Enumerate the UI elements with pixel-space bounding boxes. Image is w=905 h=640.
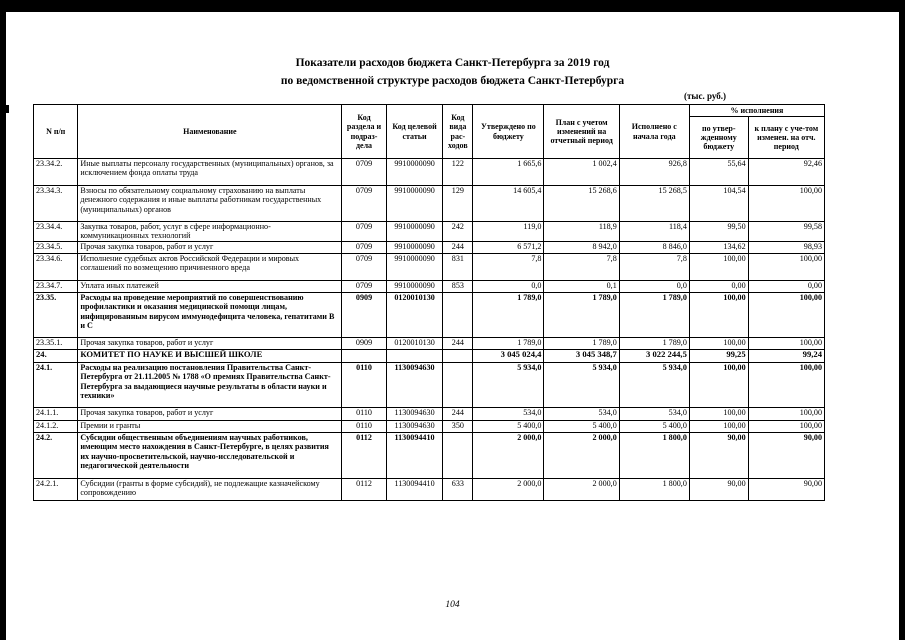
row-name: Прочая закупка товаров, работ и услуг — [78, 241, 342, 253]
row-executed: 5 400,0 — [619, 420, 689, 432]
row-type-code — [443, 432, 473, 478]
table-row — [34, 349, 825, 362]
row-number: 24. — [34, 349, 78, 362]
table-row — [34, 292, 825, 337]
row-plan: 7,8 — [544, 253, 619, 280]
row-pct-approved: 134,62 — [689, 241, 748, 253]
header-approved: Утверждено по бюджету — [473, 105, 544, 159]
row-executed: 7,8 — [619, 253, 689, 280]
row-executed: 0,0 — [619, 280, 689, 292]
row-pct-plan: 99,58 — [748, 222, 824, 242]
row-pct-approved: 100,00 — [689, 420, 748, 432]
budget-table — [33, 104, 825, 501]
row-pct-approved: 55,64 — [689, 159, 748, 186]
row-type-code: 122 — [443, 159, 473, 186]
row-executed: 15 268,5 — [619, 186, 689, 222]
table-row — [34, 362, 825, 407]
table-row — [34, 407, 825, 420]
row-target-code: 9910000090 — [386, 241, 443, 253]
row-target-code: 9910000090 — [386, 159, 443, 186]
row-plan: 5 934,0 — [544, 362, 619, 407]
header-type: Код вида рас-ходов — [443, 105, 473, 159]
row-pct-approved: 104,54 — [689, 186, 748, 222]
row-name: Прочая закупка товаров, работ и услуг — [78, 337, 342, 349]
row-pct-approved: 90,00 — [689, 432, 748, 478]
page-subtitle: по ведомственной структуре расходов бюджета Санкт-Петербурга — [280, 75, 625, 87]
row-pct-approved: 100,00 — [689, 362, 748, 407]
row-pct-plan: 100,00 — [748, 186, 824, 222]
row-number: 23.34.2. — [34, 159, 78, 186]
row-target-code: 1130094630 — [386, 407, 443, 420]
row-pct-plan: 100,00 — [748, 407, 824, 420]
row-executed: 8 846,0 — [619, 241, 689, 253]
row-type-code: 853 — [443, 280, 473, 292]
row-approved: 6 571,2 — [473, 241, 544, 253]
row-executed: 3 022 244,5 — [619, 349, 689, 362]
row-pct-approved: 100,00 — [689, 407, 748, 420]
row-number: 23.35.1. — [34, 337, 78, 349]
row-name: Взносы по обязательному социальному страхованию на выплаты денежного содержания и иные выплаты работникам государственных (муниципальных) органов — [78, 186, 342, 222]
table-row — [34, 432, 825, 478]
row-target-code: 1130094630 — [386, 420, 443, 432]
row-type-code: 244 — [443, 241, 473, 253]
header-pct-approved: по утвер-жденному бюджету — [689, 117, 748, 159]
row-approved: 1 665,6 — [473, 159, 544, 186]
row-section-code: 0112 — [342, 478, 386, 500]
row-number: 23.34.7. — [34, 280, 78, 292]
row-approved: 5 934,0 — [473, 362, 544, 407]
row-section-code: 0110 — [342, 407, 386, 420]
row-section-code: 0709 — [342, 222, 386, 242]
row-pct-approved: 100,00 — [689, 253, 748, 280]
row-pct-plan: 99,24 — [748, 349, 824, 362]
row-pct-plan: 90,00 — [748, 432, 824, 478]
table-row — [34, 241, 825, 253]
header-section: Код раздела и подраз-дела — [342, 105, 386, 159]
row-plan: 1 789,0 — [544, 292, 619, 337]
row-name: Прочая закупка товаров, работ и услуг — [78, 407, 342, 420]
row-plan: 1 002,4 — [544, 159, 619, 186]
row-name: Премии и гранты — [78, 420, 342, 432]
table-row — [34, 222, 825, 242]
table-row — [34, 159, 825, 186]
row-plan: 5 400,0 — [544, 420, 619, 432]
row-number: 23.34.4. — [34, 222, 78, 242]
row-section-code: 0709 — [342, 280, 386, 292]
row-target-code: 9910000090 — [386, 222, 443, 242]
row-number: 23.34.5. — [34, 241, 78, 253]
row-type-code: 633 — [443, 478, 473, 500]
row-pct-approved: 100,00 — [689, 292, 748, 337]
scan-edge-mark — [6, 105, 9, 113]
row-pct-plan: 90,00 — [748, 478, 824, 500]
header-pct-plan: к плану с уче-том изменен. на отч. период — [748, 117, 824, 159]
row-section-code: 0709 — [342, 253, 386, 280]
row-section-code — [342, 349, 386, 362]
row-approved: 2 000,0 — [473, 478, 544, 500]
row-number: 24.1.2. — [34, 420, 78, 432]
row-approved: 1 789,0 — [473, 292, 544, 337]
row-target-code: 0120010130 — [386, 292, 443, 337]
row-section-code: 0709 — [342, 186, 386, 222]
table-row — [34, 280, 825, 292]
row-plan: 2 000,0 — [544, 478, 619, 500]
row-pct-approved: 0,00 — [689, 280, 748, 292]
row-pct-plan: 100,00 — [748, 420, 824, 432]
row-section-code: 0709 — [342, 159, 386, 186]
row-plan: 2 000,0 — [544, 432, 619, 478]
row-approved: 3 045 024,4 — [473, 349, 544, 362]
row-section-code: 0110 — [342, 362, 386, 407]
row-name: Иные выплаты персоналу государственных (муниципальных) органов, за исключением фонда оплаты труда — [78, 159, 342, 186]
units-label: (тыс. руб.) — [684, 91, 726, 101]
row-type-code: 831 — [443, 253, 473, 280]
row-name: Субсидии (гранты в форме субсидий), не подлежащие казначейскому сопровождению — [78, 478, 342, 500]
row-plan: 1 789,0 — [544, 337, 619, 349]
header-num: N п/п — [34, 105, 78, 159]
row-number: 23.35. — [34, 292, 78, 337]
row-pct-approved: 99,25 — [689, 349, 748, 362]
row-plan: 0,1 — [544, 280, 619, 292]
row-pct-plan: 100,00 — [748, 337, 824, 349]
row-target-code: 0120010130 — [386, 337, 443, 349]
row-section-code: 0112 — [342, 432, 386, 478]
row-approved: 5 400,0 — [473, 420, 544, 432]
row-executed: 1 800,0 — [619, 432, 689, 478]
row-plan: 8 942,0 — [544, 241, 619, 253]
row-name: Закупка товаров, работ, услуг в сфере информационно-коммуникационных технологий — [78, 222, 342, 242]
row-type-code: 350 — [443, 420, 473, 432]
row-type-code: 244 — [443, 337, 473, 349]
row-section-code: 0909 — [342, 292, 386, 337]
row-name: КОМИТЕТ ПО НАУКЕ И ВЫСШЕЙ ШКОЛЕ — [78, 349, 342, 362]
row-executed: 118,4 — [619, 222, 689, 242]
row-executed: 1 800,0 — [619, 478, 689, 500]
row-pct-plan: 98,93 — [748, 241, 824, 253]
row-target-code: 1130094630 — [386, 362, 443, 407]
row-approved: 14 605,4 — [473, 186, 544, 222]
row-executed: 1 789,0 — [619, 292, 689, 337]
row-section-code: 0709 — [342, 241, 386, 253]
row-target-code: 9910000090 — [386, 186, 443, 222]
row-type-code — [443, 292, 473, 337]
row-approved: 119,0 — [473, 222, 544, 242]
row-target-code: 9910000090 — [386, 280, 443, 292]
row-pct-plan: 100,00 — [748, 362, 824, 407]
row-name: Уплата иных платежей — [78, 280, 342, 292]
row-pct-approved: 99,50 — [689, 222, 748, 242]
row-pct-plan: 100,00 — [748, 253, 824, 280]
row-section-code: 0110 — [342, 420, 386, 432]
row-approved: 0,0 — [473, 280, 544, 292]
document-page — [6, 12, 899, 640]
page-title: Показатели расходов бюджета Санкт-Петербурга за 2019 год — [295, 57, 610, 69]
table-body — [34, 159, 825, 501]
row-target-code: 9910000090 — [386, 253, 443, 280]
row-pct-plan: 100,00 — [748, 292, 824, 337]
row-pct-approved: 100,00 — [689, 337, 748, 349]
row-approved: 1 789,0 — [473, 337, 544, 349]
row-plan: 534,0 — [544, 407, 619, 420]
row-executed: 534,0 — [619, 407, 689, 420]
row-pct-plan: 92,46 — [748, 159, 824, 186]
header-plan: План с учетом изменений на отчетный период — [544, 105, 619, 159]
row-name: Исполнение судебных актов Российской Федерации и мировых соглашений по возмещению причиненного вреда — [78, 253, 342, 280]
header-executed: Исполнено с начала года — [619, 105, 689, 159]
table-row — [34, 186, 825, 222]
row-type-code — [443, 362, 473, 407]
row-plan: 15 268,6 — [544, 186, 619, 222]
row-approved: 534,0 — [473, 407, 544, 420]
row-number: 24.1.1. — [34, 407, 78, 420]
row-target-code: 1130094410 — [386, 478, 443, 500]
header-name: Наименование — [78, 105, 342, 159]
header-percent-group: % исполнения — [689, 105, 824, 117]
page-number: 104 — [445, 600, 460, 610]
row-executed: 926,8 — [619, 159, 689, 186]
row-number: 23.34.6. — [34, 253, 78, 280]
row-plan: 3 045 348,7 — [544, 349, 619, 362]
row-type-code: 242 — [443, 222, 473, 242]
row-plan: 118,9 — [544, 222, 619, 242]
row-target-code — [386, 349, 443, 362]
header-target: Код целевой статьи — [386, 105, 443, 159]
row-type-code: 129 — [443, 186, 473, 222]
table-row — [34, 420, 825, 432]
row-name: Расходы на реализацию постановления Правительства Санкт-Петербурга от 21.11.2005 № 1788 «О премиях Правительства Санкт-Петербурга за выдающиеся научные результаты в области науки и техники» — [78, 362, 342, 407]
row-section-code: 0909 — [342, 337, 386, 349]
row-type-code — [443, 349, 473, 362]
row-name: Расходы на проведение мероприятий по совершенствованию профилактики и оказания медицинской помощи лицам, инфицированным вирусом иммунодефицита человека, гепатитами B и C — [78, 292, 342, 337]
row-pct-plan: 0,00 — [748, 280, 824, 292]
row-number: 24.2. — [34, 432, 78, 478]
row-executed: 5 934,0 — [619, 362, 689, 407]
table-row — [34, 478, 825, 500]
row-number: 23.34.3. — [34, 186, 78, 222]
row-pct-approved: 90,00 — [689, 478, 748, 500]
row-number: 24.1. — [34, 362, 78, 407]
row-name: Субсидии общественным объединениям научных работников, имеющим место нахождения в Санкт-Петербурге, в целях развития их научно-просветительской, научно-исследовательской и педагогической деятельности — [78, 432, 342, 478]
row-approved: 2 000,0 — [473, 432, 544, 478]
table-row — [34, 337, 825, 349]
row-type-code: 244 — [443, 407, 473, 420]
row-executed: 1 789,0 — [619, 337, 689, 349]
row-target-code: 1130094410 — [386, 432, 443, 478]
row-approved: 7,8 — [473, 253, 544, 280]
row-number: 24.2.1. — [34, 478, 78, 500]
table-row — [34, 253, 825, 280]
